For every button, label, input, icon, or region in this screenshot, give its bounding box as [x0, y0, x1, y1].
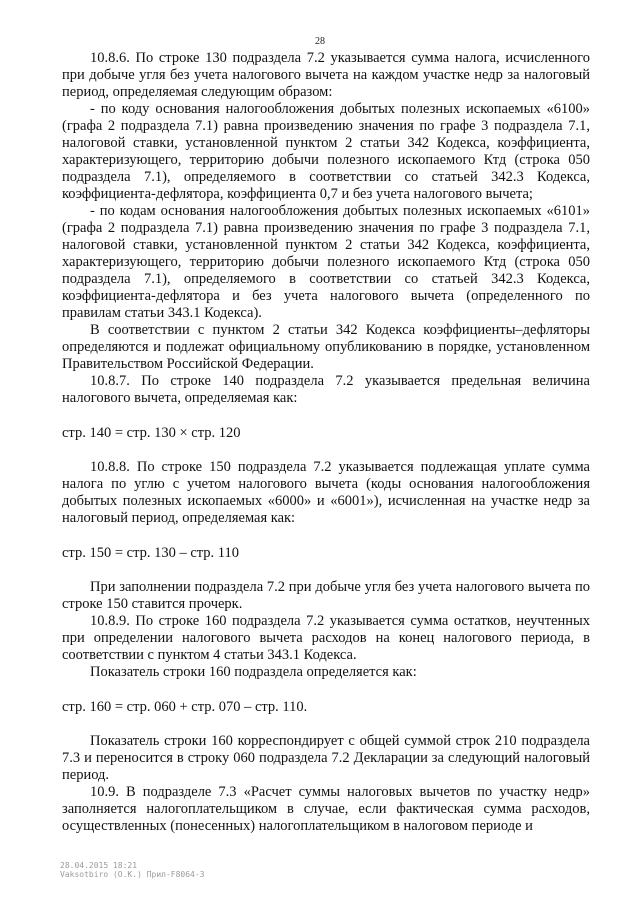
paragraph-code-6101: - по кодам основания налогообложения добытых полезных ископаемых «6101» (графа 2 подраздела 7.1) равна произведению значения по графе 3 подраздела 7.1, налоговой ставки, установленной пунктом 2 статьи 342 Кодекса, коэффициента, характеризующего, территорию добычи полезного ископаемого Ктд (строка 050 подраздела 7.1), определяемого в соответствии со статьей 342.3 Кодекса, коэффициента-дефлятора и без учета налогового вычета (определенного по правилам статьи 343.1 Кодекса).: [62, 203, 590, 321]
page-number: 28: [315, 36, 325, 47]
paragraph-10-8-8: 10.8.8. По строке 150 подраздела 7.2 указывается подлежащая уплате сумма налога по углю с учетом налогового вычета (коды основания налогообложения добытых полезных ископаемых «6000» и «6001»), исчисленная на участке недр за налоговый период, определяемая как:: [62, 459, 590, 526]
formula-line-140: стр. 140 = стр. 130 × стр. 120: [62, 425, 241, 441]
paragraph-dash-note: При заполнении подраздела 7.2 при добыче угля без учета налогового вычета по строке 150 ставится прочерк.: [62, 579, 590, 612]
paragraph-10-9: 10.9. В подразделе 7.3 «Расчет суммы налоговых вычетов по участку недр» заполняется налогоплательщиком в случае, если фактическая сумма расходов, осуществленных (понесенных) налогоплательщиком в налоговом периоде и: [62, 784, 590, 834]
paragraph-code-6100: - по коду основания налогообложения добытых полезных ископаемых «6100» (графа 2 подраздела 7.1) равна произведению значения по графе 3 подраздела 7.1, налоговой ставки, установленной пунктом 2 статьи 342 Кодекса, коэффициента, характеризующего, территорию добычи полезного ископаемого Ктд (строка 050 подраздела 7.1), определяемого в соответствии со статьей 342.3 Кодекса, коэффициента-дефлятора, коэффициента 0,7 и без учета налогового вычета;: [62, 101, 590, 202]
paragraph-line-160-intro: Показатель строки 160 подраздела определяется как:: [90, 664, 417, 680]
paragraph-10-8-9: 10.8.9. По строке 160 подраздела 7.2 указывается сумма остатков, неучтенных при определении налогового вычета расходов на конец налогового периода, в соответствии с пунктом 4 статьи 343.1 Кодекса.: [62, 613, 590, 663]
paragraph-10-8-7: 10.8.7. По строке 140 подраздела 7.2 указывается предельная величина налогового вычета, определяемая как:: [62, 373, 590, 406]
document-footer: [60, 861, 205, 879]
paragraph-line-160-correspondence: Показатель строки 160 корреспондирует с общей суммой строк 210 подраздела 7.3 и переносится в строку 060 подраздела 7.2 Декларации за следующий налоговый период.: [62, 733, 590, 783]
paragraph-deflators: В соответствии с пунктом 2 статьи 342 Кодекса коэффициенты–дефляторы определяются и подлежат официальному опубликованию в порядке, установленном Правительством Российской Федерации.: [62, 322, 590, 372]
footer-timestamp: 28.04.2015 18:21: [60, 861, 138, 870]
document-body: [62, 50, 590, 835]
paragraph-10-8-6: 10.8.6. По строке 130 подраздела 7.2 указывается сумма налога, исчисленного при добыче угля без учета налогового вычета на каждом участке недр за налоговый период, определяемая следующим образом:: [62, 50, 590, 100]
formula-line-150: стр. 150 = стр. 130 – стр. 110: [62, 545, 239, 561]
formula-line-160: стр. 160 = стр. 060 + стр. 070 – стр. 110.: [62, 699, 308, 715]
footer-reference: Vaksotbiro (O.K.) Прил-F8064-3: [60, 870, 205, 879]
